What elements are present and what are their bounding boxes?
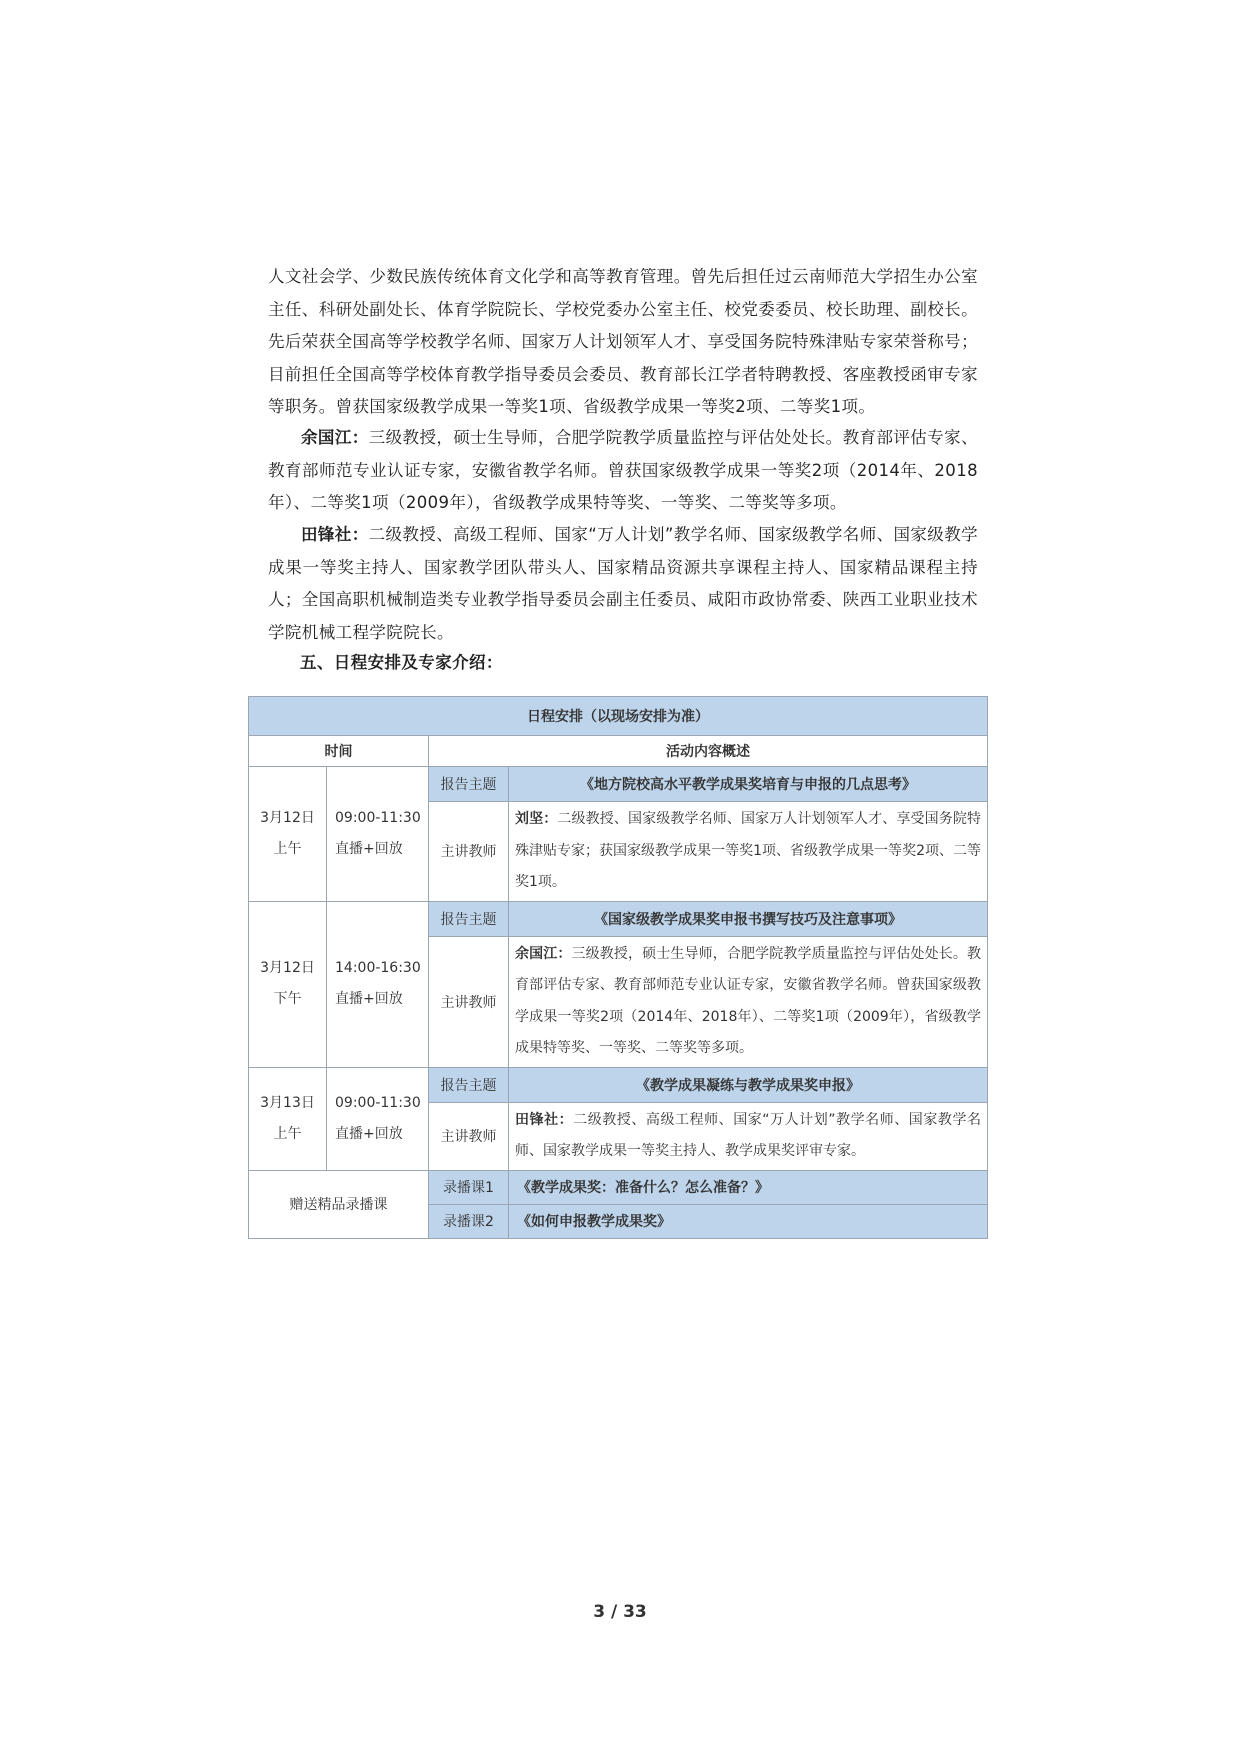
speaker-description: 余国江：三级教授，硕士生导师，合肥学院教学质量监控与评估处处长。教育部评估专家、教育部师范专业认证专家，安徽省教学名师。曾获国家级教学成果一等奖2项（2014年、2018年）、二等奖1项（2009年），省级教学成果特等奖、一等奖、二等奖等多项。 (509, 936, 988, 1067)
speaker-label: 主讲教师 (429, 802, 509, 902)
topic-label: 报告主题 (429, 767, 509, 802)
intro-paragraph-1: 人文社会学、少数民族传统体育文化学和高等教育管理。曾先后担任过云南师范大学招生办公室主任、科研处副处长、体育学院院长、学校党委办公室主任、校党委委员、校长助理、副校长。先后荣获全国高等学校教学名师、国家万人计划领军人才、享受国务院特殊津贴专家荣誉称号；目前担任全国高等学校体育教学指导委员会委员、教育部长江学者特聘教授、客座教授函审专家等职务。曾获国家级教学成果一等奖1项、省级教学成果一等奖2项、二等奖1项。 (268, 267, 978, 416)
intro-paragraph-3 (268, 519, 978, 649)
session-time: 09:00-11:30 直播+回放 (327, 767, 429, 902)
table-row (249, 901, 988, 936)
session-topic: 《教学成果凝练与教学成果奖申报》 (509, 1067, 988, 1102)
session-time: 14:00-16:30 直播+回放 (327, 901, 429, 1067)
topic-label: 报告主题 (429, 1067, 509, 1102)
intro-paragraph-2 (268, 422, 978, 520)
expert-bio: 二级教授、高级工程师、国家“万人计划”教学名师、国家级教学名师、国家级教学成果一等奖主持人、国家教学团队带头人、国家精品资源共享课程主持人、国家精品课程主持人；全国高职机械制造类专业教学指导委员会副主任委员、咸阳市政协常委、陕西工业职业技术学院机械工程学院院长。 (268, 525, 979, 642)
session-date: 3月13日 上午 (249, 1067, 327, 1170)
recording-label: 录播课2 (429, 1204, 509, 1238)
header-content: 活动内容概述 (429, 736, 988, 767)
table-title-row (249, 697, 988, 736)
session-date: 3月12日 下午 (249, 901, 327, 1067)
expert-name: 田锋社： (301, 525, 369, 544)
table-row (249, 767, 988, 802)
table-title: 日程安排（以现场安排为准） (249, 697, 988, 736)
recording-label: 录播课1 (429, 1170, 509, 1204)
speaker-description: 田锋社：二级教授、高级工程师、国家“万人计划”教学名师、国家教学名师、国家教学成果一等奖主持人、教学成果奖评审专家。 (509, 1102, 988, 1170)
gift-label: 赠送精品录播课 (249, 1170, 429, 1238)
table-row (249, 1067, 988, 1102)
recording-title: 《教学成果奖：准备什么？怎么准备？》 (509, 1170, 988, 1204)
speaker-label: 主讲教师 (429, 936, 509, 1067)
section-heading: 五、日程安排及专家介绍： (300, 653, 503, 672)
table-header-row (249, 736, 988, 767)
session-topic: 《国家级教学成果奖申报书撰写技巧及注意事项》 (509, 901, 988, 936)
expert-name: 余国江： (301, 428, 369, 447)
header-time: 时间 (249, 736, 429, 767)
schedule-table (248, 696, 988, 1239)
recording-title: 《如何申报教学成果奖》 (509, 1204, 988, 1238)
session-time: 09:00-11:30 直播+回放 (327, 1067, 429, 1170)
speaker-label: 主讲教师 (429, 1102, 509, 1170)
session-topic: 《地方院校高水平教学成果奖培育与申报的几点思考》 (509, 767, 988, 802)
expert-bio: 三级教授，硕士生导师，合肥学院教学质量监控与评估处处长。教育部评估专家、教育部师范专业认证专家，安徽省教学名师。曾获国家级教学成果一等奖2项（2014年、2018年）、二等奖1项（2009年），省级教学成果特等奖、一等奖、二等奖等多项。 (268, 428, 978, 512)
speaker-description: 刘坚：二级教授、国家级教学名师、国家万人计划领军人才、享受国务院特殊津贴专家；获国家级教学成果一等奖1项、省级教学成果一等奖2项、二等奖1项。 (509, 802, 988, 902)
topic-label: 报告主题 (429, 901, 509, 936)
page-indicator: 3 / 33 (593, 1602, 647, 1622)
table-row (249, 1170, 988, 1204)
session-date: 3月12日 上午 (249, 767, 327, 902)
